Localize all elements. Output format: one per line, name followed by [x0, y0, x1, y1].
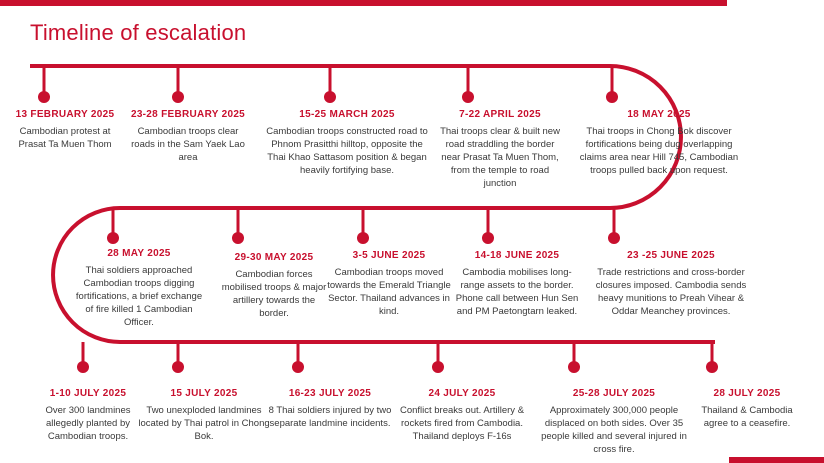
event-12	[138, 388, 270, 443]
event-date: 15 JULY 2025	[170, 388, 238, 399]
event-date: 29-30 MAY 2025	[234, 252, 314, 263]
event-14	[396, 388, 528, 443]
event-description: Trade restrictions and cross-border closures imposed. Cambodia sends heavy munitions to Preah Vihear & Oddar Meanchey provinces.	[595, 267, 747, 317]
marker-12	[172, 361, 184, 373]
event-description: Over 300 landmines allegedly planted by Cambodian troops.	[45, 405, 131, 442]
event-date: 28 JULY 2025	[713, 388, 781, 399]
event-date: 18 MAY 2025	[627, 109, 691, 120]
marker-1	[38, 91, 50, 103]
marker-7	[232, 232, 244, 244]
marker-9	[482, 232, 494, 244]
event-description: Cambodian troops moved towards the Emerald Triangle Sector. Thailand advances in kind.	[327, 267, 451, 317]
event-description: Approximately 300,000 people displaced on both sides. Over 35 people killed and several injured in cross fire.	[541, 405, 687, 455]
event-date: 16-23 JULY 2025	[288, 388, 372, 399]
event-3	[262, 109, 432, 177]
event-description: Cambodian troops clear roads in the Sam Yaek Lao area	[131, 126, 245, 163]
marker-6	[107, 232, 119, 244]
event-13	[268, 388, 392, 430]
event-date: 14-18 JUNE 2025	[474, 250, 560, 261]
event-date: 25-28 JULY 2025	[572, 388, 656, 399]
marker-14	[432, 361, 444, 373]
event-1	[10, 109, 120, 151]
marker-4	[462, 91, 474, 103]
event-15	[534, 388, 694, 456]
marker-3	[324, 91, 336, 103]
marker-8	[357, 232, 369, 244]
marker-13	[292, 361, 304, 373]
event-16	[688, 388, 806, 430]
event-2	[128, 109, 248, 164]
event-4	[435, 109, 565, 190]
event-date: 3-5 JUNE 2025	[352, 250, 426, 261]
event-description: Cambodian forces mobilised troops & major artillery towards the border.	[221, 269, 327, 319]
event-description: 8 Thai soldiers injured by two separate landmine incidents.	[268, 405, 392, 429]
event-description: Thai troops clear & built new road straddling the border near Prasat Ta Muen Thom, from the temple to road junction	[440, 126, 560, 189]
event-date: 1-10 JULY 2025	[49, 388, 127, 399]
event-date: 24 JULY 2025	[428, 388, 496, 399]
event-9	[455, 250, 579, 318]
event-date: 23-28 FEBRUARY 2025	[130, 109, 246, 120]
event-date: 28 MAY 2025	[107, 248, 171, 259]
marker-16	[706, 361, 718, 373]
event-11	[30, 388, 146, 443]
event-description: Thai troops in Chong Bok discover fortifications being dug overlapping claims area near Hill 745, Cambodian troops pulled back upon request.	[579, 126, 739, 176]
event-description: Conflict breaks out. Artillery & rockets fired from Cambodia. Thailand deploys F-16s	[399, 405, 525, 442]
marker-2	[172, 91, 184, 103]
event-date: 13 FEBRUARY 2025	[15, 109, 115, 120]
event-description: Cambodia mobilises long-range assets to the border. Phone call between Hun Sen and PM Paetongtarn leaked.	[455, 267, 579, 317]
event-description: Two unexploded landmines located by Thai patrol in Chong Bok.	[138, 405, 270, 442]
page-title: Timeline of escalation	[30, 20, 247, 45]
event-description: Thai soldiers approached Cambodian troops digging fortifications, a brief exchange of fire killed 1 Cambodian Officer.	[75, 265, 203, 328]
event-description: Cambodian troops constructed road to Phnom Prasitthi hilltop, opposite the Thai Khao Sattasom position & began heavily fortifying base.	[266, 126, 428, 176]
event-5	[578, 109, 740, 177]
event-date: 15-25 MARCH 2025	[299, 109, 395, 120]
event-8	[327, 250, 451, 318]
marker-5	[606, 91, 618, 103]
event-description: Thailand & Cambodia agree to a ceasefire.	[701, 405, 793, 429]
event-description: Cambodian protest at Prasat Ta Muen Thom	[18, 126, 112, 150]
event-date: 23 -25 JUNE 2025	[627, 250, 715, 261]
event-7	[218, 252, 330, 320]
event-date: 7-22 APRIL 2025	[459, 109, 541, 120]
event-10	[586, 250, 756, 318]
marker-10	[608, 232, 620, 244]
event-6	[74, 248, 204, 329]
marker-15	[568, 361, 580, 373]
marker-11	[77, 361, 89, 373]
